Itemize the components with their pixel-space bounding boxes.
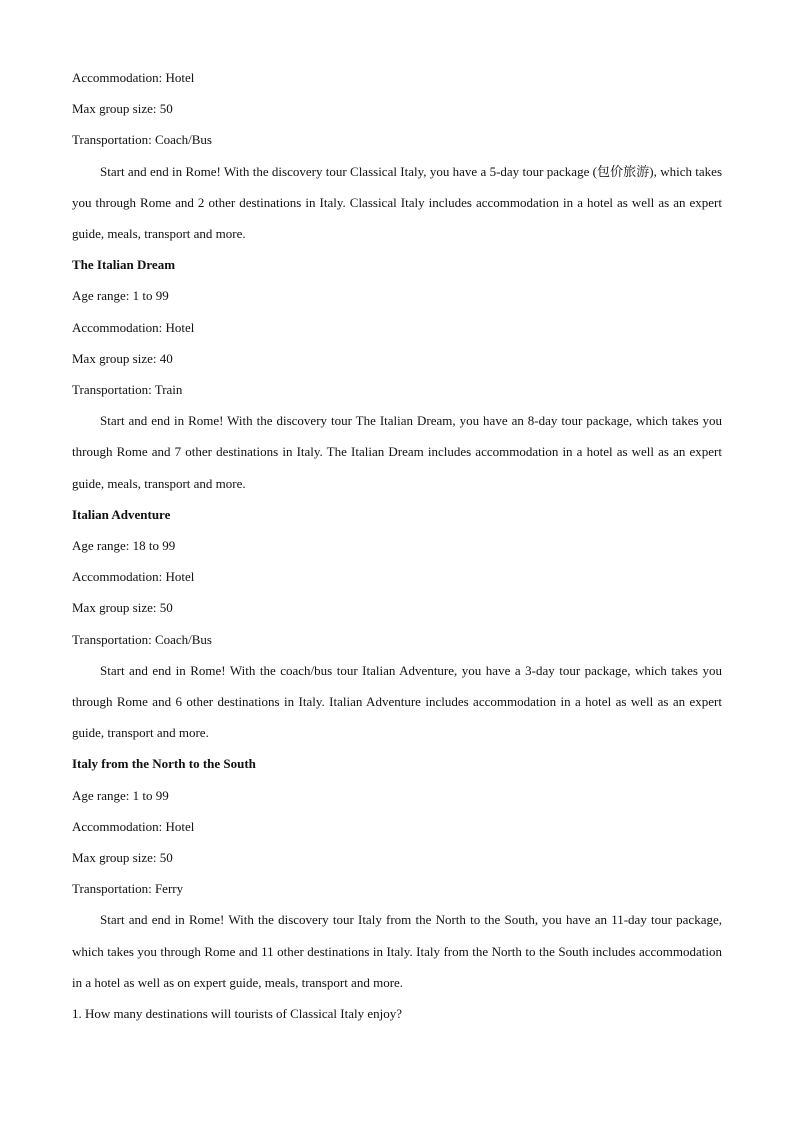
intro-accommodation: Accommodation: Hotel bbox=[72, 70, 195, 85]
question-1: 1. How many destinations will tourists of Classical Italy enjoy? bbox=[72, 1006, 403, 1022]
tour-title: Italian Adventure bbox=[72, 506, 171, 522]
intro-max-group-size: Max group size: 50 bbox=[72, 101, 173, 117]
tour-transportation: Transportation: Ferry bbox=[72, 881, 184, 897]
tour-description: Start and end in Rome! With the discovery tour Italy from the North to the South, you have an 11-day tour package, which takes you through Rome and 11 other destinations in Italy. Italy from the North to the South includes accommodation in a hotel as well as on expert guide, meals, transport and more. bbox=[72, 912, 722, 990]
tour-max-group-size: Max group size: 40 bbox=[72, 350, 173, 366]
document-body bbox=[72, 62, 722, 1029]
intro-transportation: Transportation: Coach/Bus bbox=[72, 132, 212, 148]
tour-accommodation: Accommodation: Hotel bbox=[72, 818, 195, 834]
tour-max-group-size: Max group size: 50 bbox=[72, 600, 173, 616]
tour-description: Start and end in Rome! With the discovery tour The Italian Dream, you have an 8-day tour package, which takes you through Rome and 7 other destinations in Italy. The Italian Dream includes accommodation in a hotel as well as an expert guide, meals, transport and more. bbox=[72, 413, 722, 491]
tour-title: The Italian Dream bbox=[72, 257, 176, 273]
tour-accommodation: Accommodation: Hotel bbox=[72, 569, 195, 585]
tour-age-range: Age range: 1 to 99 bbox=[72, 288, 169, 304]
tour-title: Italy from the North to the South bbox=[72, 756, 256, 772]
tour-transportation: Transportation: Train bbox=[72, 382, 183, 398]
tour-age-range: Age range: 18 to 99 bbox=[72, 538, 176, 554]
intro-description: Start and end in Rome! With the discovery tour Classical Italy, you have a 5-day tour package (包价旅游), which takes you through Rome and 2 other destinations in Italy. Classical Italy includes accommodation in a hotel as well as an expert guide, meals, transport and more. bbox=[72, 163, 722, 242]
tour-transportation: Transportation: Coach/Bus bbox=[72, 631, 212, 647]
tour-description: Start and end in Rome! With the coach/bus tour Italian Adventure, you have a 3-day tour package, which takes you through Rome and 6 other destinations in Italy. Italian Adventure includes accommodation in a hotel as well as an expert guide, transport and more. bbox=[72, 662, 722, 741]
tour-accommodation: Accommodation: Hotel bbox=[72, 319, 195, 335]
tour-max-group-size: Max group size: 50 bbox=[72, 850, 173, 866]
tour-age-range: Age range: 1 to 99 bbox=[72, 787, 169, 803]
